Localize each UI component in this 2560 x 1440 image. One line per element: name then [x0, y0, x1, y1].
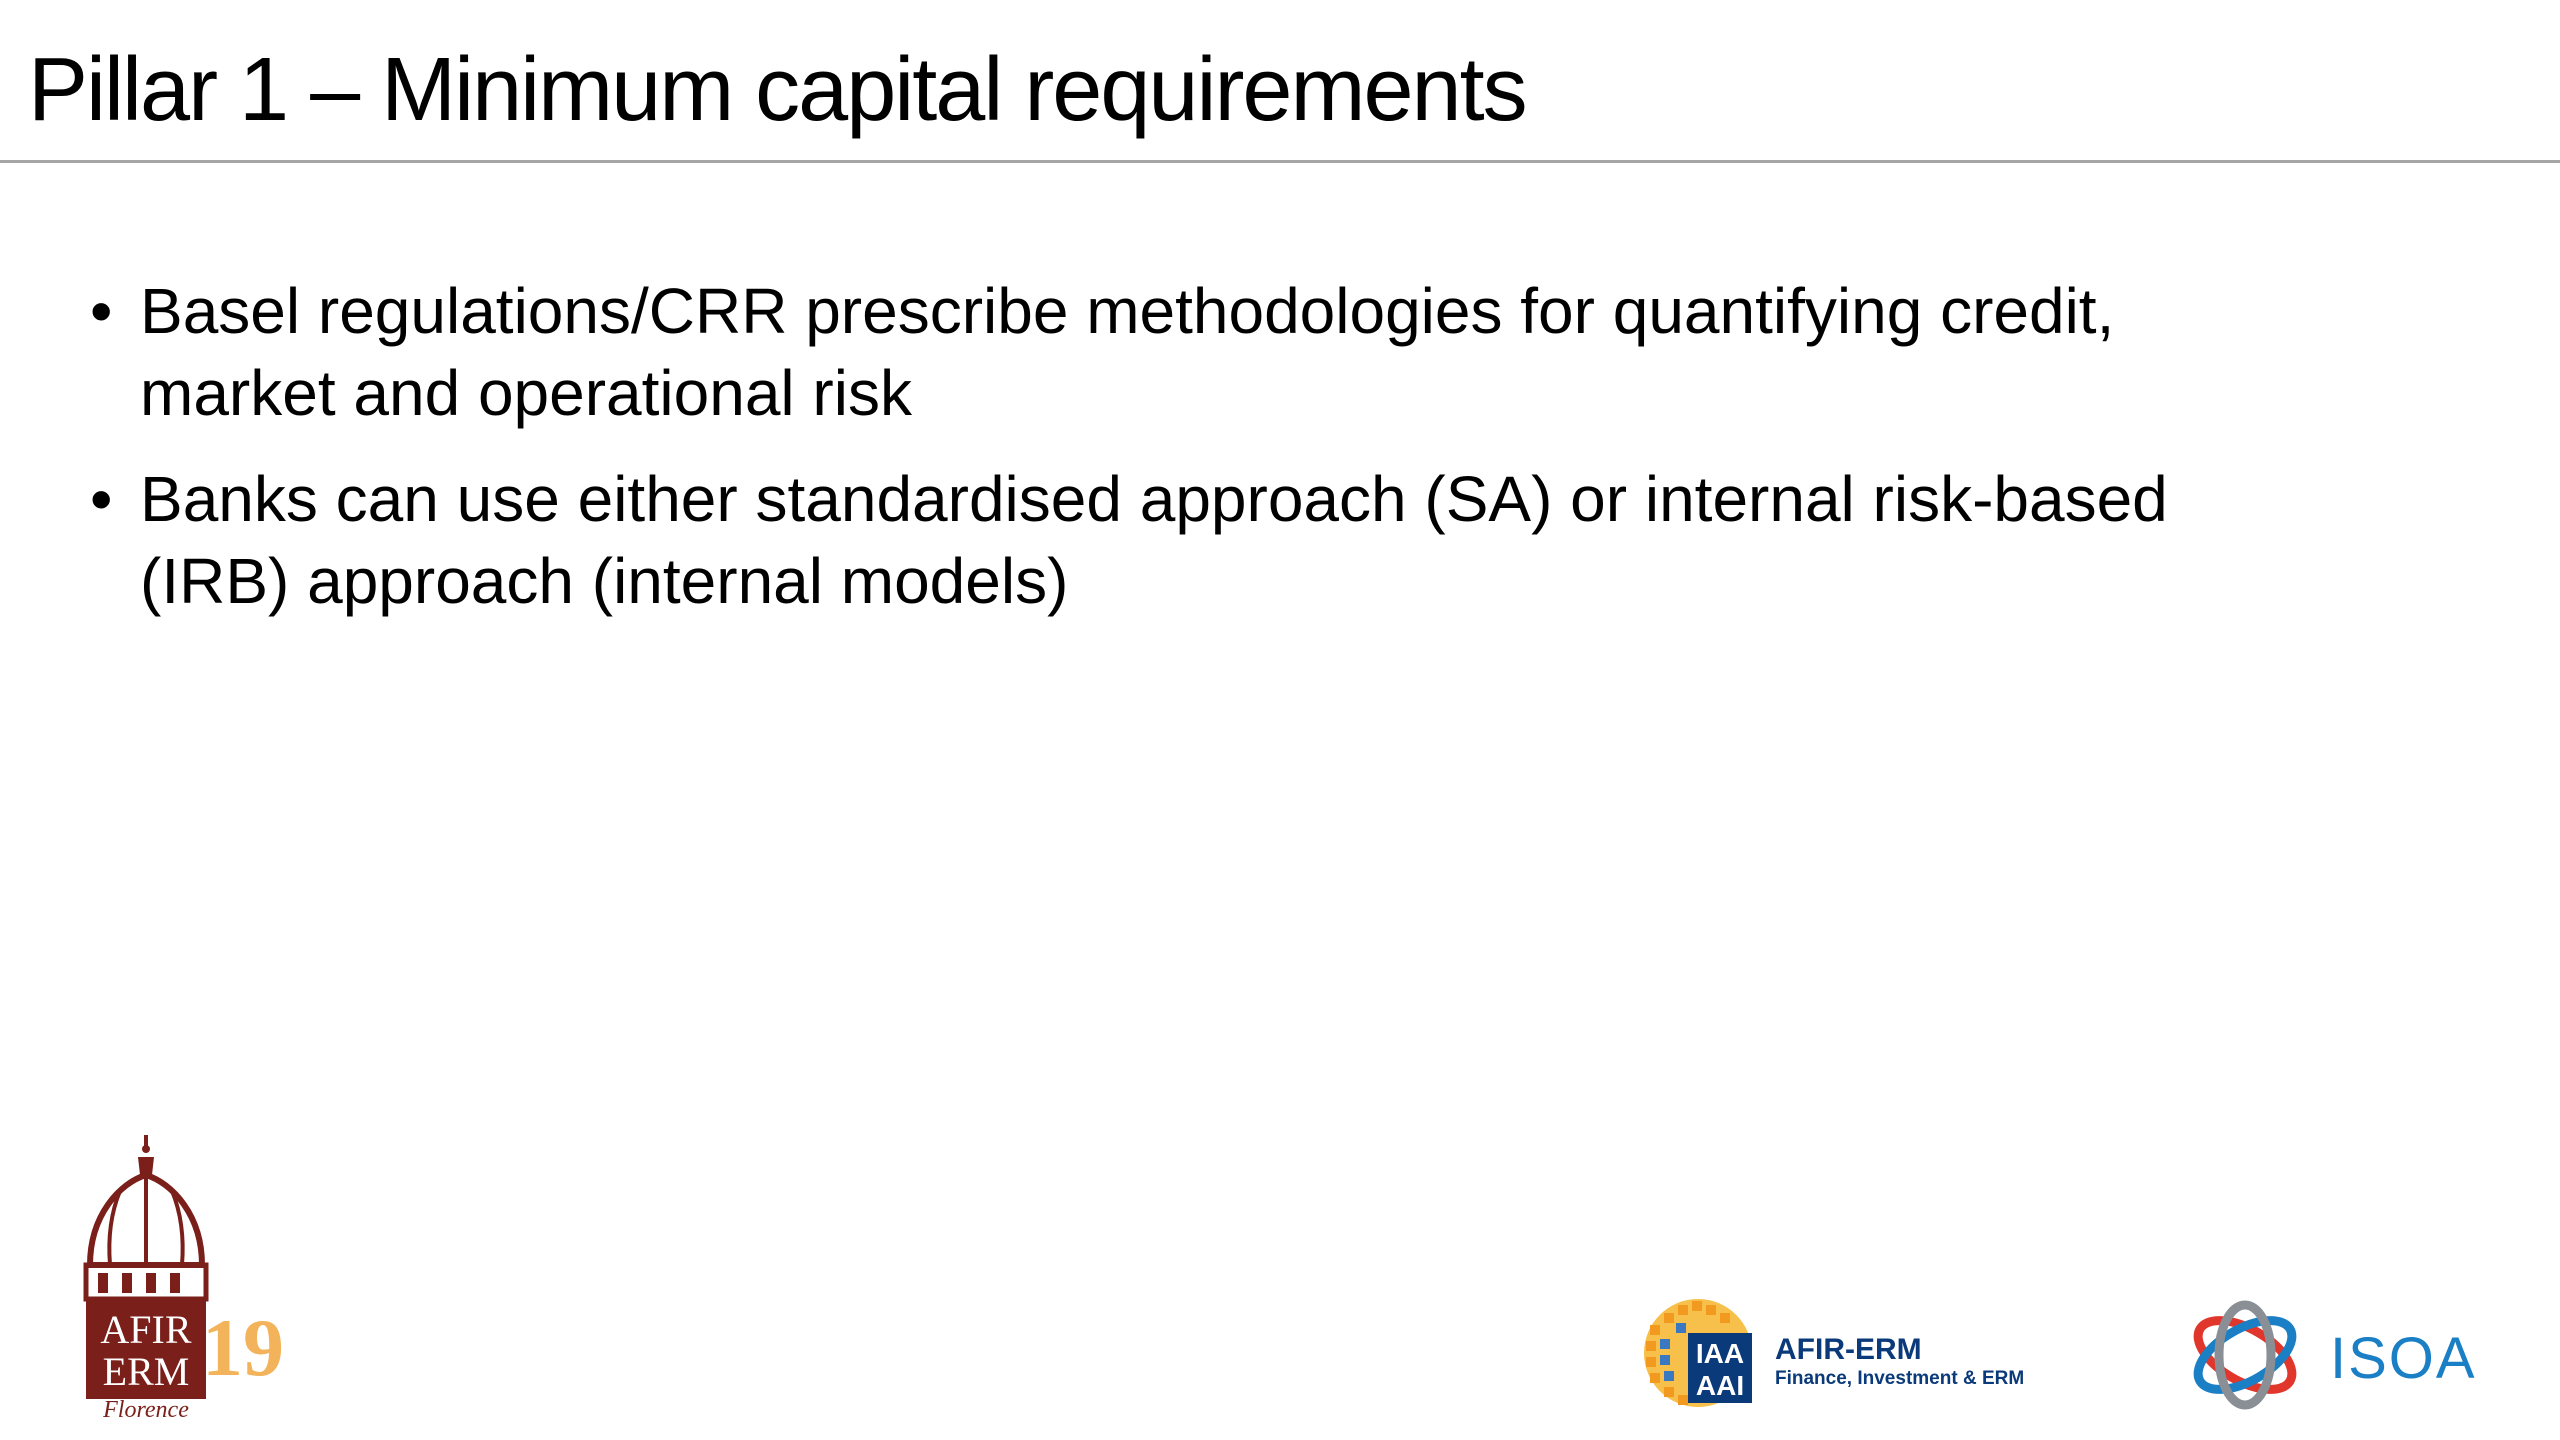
bullet-list [90, 270, 2390, 646]
isoa-label: ISOA [2330, 1326, 2477, 1391]
iaa-subtitle: Finance, Investment & ERM [1775, 1368, 2025, 1389]
iaa-mark-bottom: AAI [1695, 1370, 1745, 1401]
logo-line2: ERM [102, 1349, 190, 1394]
logo-line1: AFIR [100, 1307, 192, 1352]
logo-city: Florence [103, 1397, 189, 1420]
afir-erm-florence-logo [80, 1135, 300, 1420]
bullet-text-line: market and operational risk [140, 357, 912, 429]
bullet-marker: • [90, 275, 113, 347]
bullet-item [90, 458, 2390, 622]
logo-year: 19 [202, 1302, 284, 1393]
slide-title: Pillar 1 – Minimum capital requirements [28, 40, 1526, 140]
iaa-text [1775, 1333, 2024, 1391]
rings-icon [2185, 1295, 2315, 1415]
bullet-text-line: Banks can use either standardised approach (SA) or internal risk-based [140, 463, 2168, 535]
iaa-title: AFIR-ERM [1775, 1333, 1922, 1366]
dome-icon [80, 1135, 300, 1420]
bullet-marker: • [90, 463, 113, 535]
globe-icon [1640, 1295, 1770, 1410]
isoa-logo [2185, 1295, 2475, 1415]
title-divider [0, 160, 2560, 163]
bullet-item [90, 270, 2390, 434]
bullet-text-line: (IRB) approach (internal models) [140, 545, 1069, 617]
iaa-afir-erm-logo [1640, 1295, 2040, 1410]
iaa-mark-top: IAA [1695, 1338, 1745, 1369]
bullet-text-line: Basel regulations/CRR prescribe methodologies for quantifying credit, [140, 275, 2115, 347]
